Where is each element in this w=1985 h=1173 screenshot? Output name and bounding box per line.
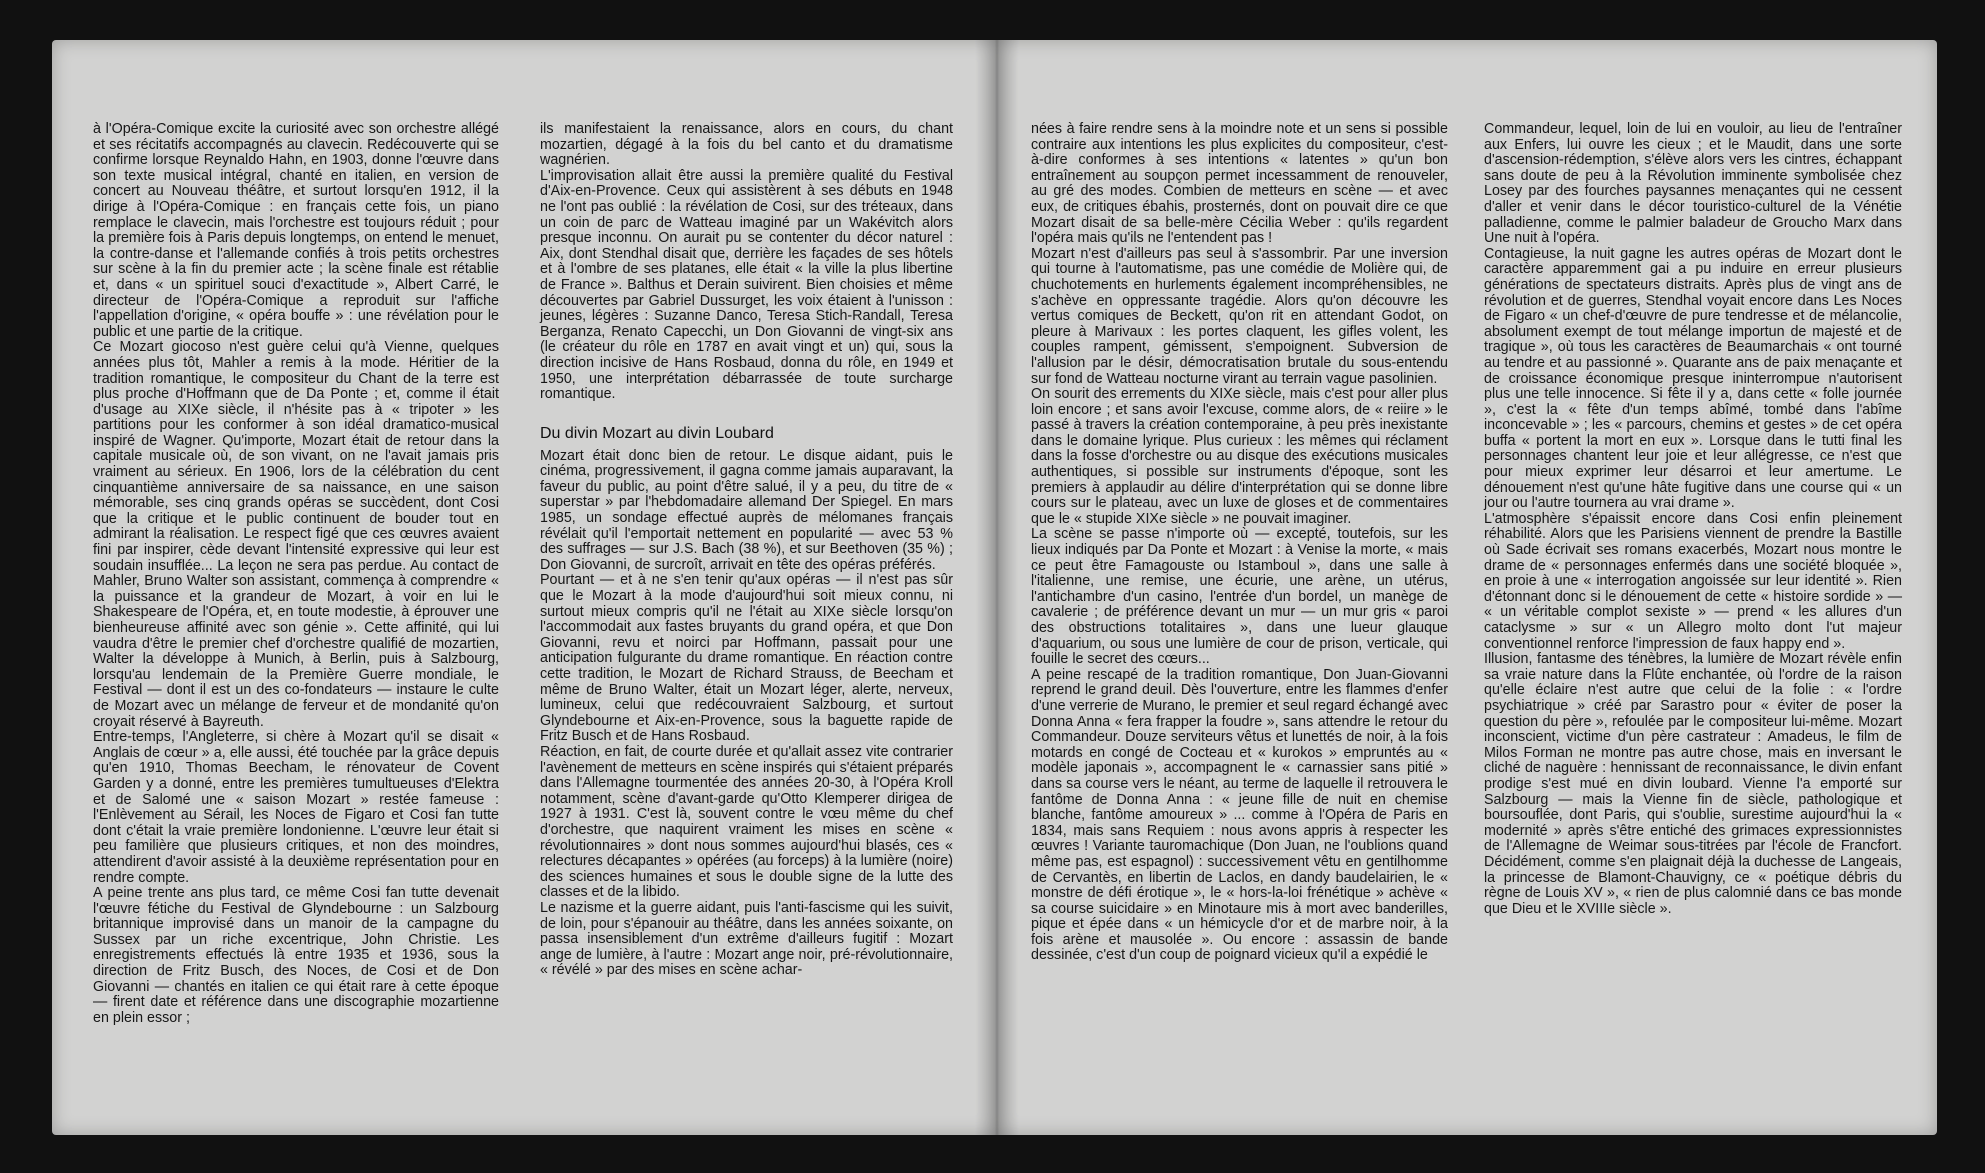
paragraph: Commandeur, lequel, loin de lui en vouloir, au lieu de l'entraîner aux Enfers, lui ouvre les cieux ; et le Maudit, dans une sorte d'ascension-rédemption, s'élève alors vers les cintres, échappant sans doute de peu à la Révolution imminente symbolisée chez Losey par des fourches paysannes menaçantes qui ne cessent d'aller et venir dans le décor touristico-culturel de la Vénétie palladienne, comme le palmier baladeur de Groucho Marx dans Une nuit à l'opéra. [1484, 121, 1902, 247]
paragraph: L'atmosphère s'épaissit encore dans Cosi enfin pleinement réhabilité. Alors que les Parisiens viennent de prendre la Bastille où Sade écrivait ses romans exacerbés, Mozart nous montre le drame de « personnages enfermés dans une société bloquée », en proie à une « interrogation angoissée sur leur identité ». Rien d'étonnant donc si le dénouement de cette « histoire sordide » — « un véritable complot sexiste » — prend « les allures d'un cataclysme » sur « un Allegro molto dont l'ut majeur conventionnel renforce l'impression de faux happy end ». [1484, 510, 1902, 652]
paragraph: Illusion, fantasme des ténèbres, la lumière de Mozart révèle enfin sa vraie nature dans la Flûte enchantée, où l'ordre de la raison qu'elle éclaire n'est autre que celui de la folie : « l'ordre psychiatrique » créé par Sarastro pour « éviter de poser la question du père », refoulée par le compositeur lui-même. Mozart inconscient, victime d'un père castrateur : Amadeus, le film de Milos Forman ne montre pas autre chose, mais en inversant le cliché de naguère : hennissant de reconnaissance, le divin enfant prodige s'est mué en divin loubard. Vienne l'a emporté sur Salzbourg — mais la Vienne fin de siècle, pathologique et boursouflée, dont Paris, qui s'oublie, surestime aujourd'hui la « modernité » après s'être entiché des grimaces expressionnistes de l'Allemagne de Weimar sous-titrées par l'école de Francfort. Décidément, comme s'en plaignait déjà la duchesse de Langeais, la princesse de Blamont-Chauvigny, ce « poétique débris du règne de Louis XV », « rien de plus calomnié dans ce bas monde que Dieu et le XVIIIe siècle ». [1484, 651, 1902, 917]
paragraph: A peine rescapé de la tradition romantique, Don Juan-Giovanni reprend le grand deuil. Dès l'ouverture, entre les flammes d'enfer d'une verrerie de Murano, le premier et seul regard échangé avec Donna Anna « fera frapper la foudre », sans attendre le retour du Commandeur. Douze serviteurs vêtus et lunettés de noir, à la fois motards en congé de Cocteau et « kurokos » empruntés au « modèle japonais », accompagnent le « carnassier sans pitié » dans sa course vers le néant, au terme de laquelle il retrouvera le fantôme de Donna Anna : « jeune fille de nuit en chemise blanche, fantôme amoureux » ... comme à l'Opéra de Paris en 1834, mais sans Requiem : nous avons appris à respecter les œuvres ! Variante tauromachique (Don Juan, ne l'oublions quand même pas, est espagnol) : successivement vêtu en gentilhomme de Cervantès, en libertin de Laclos, en dandy baudelairien, le « monstre de défi érotique », le « hors-la-loi frénétique » achève « sa course suicidaire » en Minotaure mis à mort avec banderilles, pique et épée dans « un hémicycle d'or et de marbre noir, à la fois arène et mausolée ». Ou encore : assassin de bande dessinée, c'est d'un coup de poignard vicieux qu'il a expédié le [1031, 666, 1448, 964]
paragraph: On sourit des errements du XIXe siècle, mais c'est pour aller plus loin encore ; et sans avoir l'excuse, comme alors, de « reiire » le passé à travers la création contemporaine, à peu près inexistante dans le domaine lyrique. Plus curieux : les mêmes qui réclament dans la fosse d'orchestre ou au disque des exécutions musicales authentiques, si possible sur instruments d'époque, sont les premiers à applaudir au délire d'interprétation qui se donne libre cours sur le plateau, avec un luxe de gloses et de commentaires que le « stupide XIXe siècle » ne pouvait imaginer. [1031, 386, 1448, 527]
column-2 [540, 122, 953, 979]
paragraph: Pourtant — et à ne s'en tenir qu'aux opéras — il n'est pas sûr que le Mozart à la mode d'aujourd'hui soit mieux connu, ni surtout mieux compris qu'il ne l'était au XIXe siècle lorsqu'on l'accommodait aux fastes bruyants du grand opéra, et que Don Giovanni, revu et noirci par Hoffmann, passait pour une anticipation fulgurante du drame romantique. En réaction contre cette tradition, le Mozart de Richard Strauss, de Beecham et même de Bruno Walter, était un Mozart léger, alerte, nerveux, lumineux, celui que redécouvraient Salzbourg, et surtout Glyndebourne et Aix-en-Provence, sous la baguette rapide de Fritz Busch et de Hans Rosbaud. [540, 572, 953, 745]
paragraph: Le nazisme et la guerre aidant, puis l'anti-fascisme qui les suivit, de loin, pour s'épanouir au théâtre, dans les années soixante, on passa insensiblement d'un extrême d'ailleurs fugitif : Mozart ange de lumière, à l'autre : Mozart ange noir, pré-révolutionnaire, « révélé » par des mises en scène achar- [540, 899, 953, 979]
paragraph: à l'Opéra-Comique excite la curiosité avec son orchestre allégé et ses récitatifs accompagnés au clavecin. Redécouverte qui se confirme lorsque Reynaldo Hahn, en 1903, donne l'œuvre dans son texte musical intégral, chanté en italien, en version de concert au Nouveau théâtre, et surtout lorsqu'en 1912, il la dirige à l'Opéra-Comique : en français cette fois, un piano remplace le clavecin, mais l'orchestre est toujours réduit ; pour la première fois à Paris depuis longtemps, on entend le menuet, la contre-danse et l'allemande confiés à trois petits orchestres sur scène à la fin du premier acte ; la scène finale est rétablie et, dans « un spirituel souci d'exactitude », Albert Carré, le directeur de l'Opéra-Comique a reproduit sur l'affiche l'appellation d'origine, « opéra bouffe » : une révélation pour le public et une partie de la critique. [93, 121, 499, 340]
paragraph: Mozart était donc bien de retour. Le disque aidant, puis le cinéma, progressivement, il gagna comme jamais auparavant, la faveur du public, au point d'être salué, il y a peu, du titre de « superstar » par l'hebdomadaire allemand Der Spiegel. En mars 1985, un sondage effectué auprès de mélomanes français révélait qu'il l'emportait nettement en popularité — avec 53 % des suffrages — sur J.S. Bach (38 %), et sur Beethoven (35 %) ; Don Giovanni, de surcroît, arrivait en tête des opéras préférés. [540, 447, 953, 573]
paragraph: Mozart n'est d'ailleurs pas seul à s'assombrir. Par une inversion qui tourne à l'automatisme, pas une comédie de Molière qui, de chuchotements en hurlements également incompréhensibles, ne s'achève en oppressante tragédie. Alors qu'on découvre les vertus comiques de Beckett, qu'on rit en attendant Godot, on pleure à Marivaux : les portes claquent, les gifles volent, les couples rampent, gémissent, s'empoignent. Subversion de l'allusion par le désir, démocratisation brutale du sous-entendu sur fond de Watteau nocturne virant au terrain vague pasolinien. [1031, 245, 1448, 387]
paragraph: Contagieuse, la nuit gagne les autres opéras de Mozart dont le caractère apparemment gai a pu induire en erreur plusieurs générations de spectateurs distraits. Après plus de vingt ans de révolution et de guerres, Stendhal voyait encore dans Les Noces de Figaro « un chef-d'œuvre de pure tendresse et de mélancolie, absolument exempt de tout mélange importun de majesté et de tragique », où tous les caractères de Beaumarchais « ont tourné au tendre et au passionné ». Quarante ans de paix menaçante et de croissance économique presque ininterrompue n'autorisent plus une telle innocence. Si fête il y a, dans cette « folle journée », c'est la « fête d'un temps abîmé, tombé dans l'abîme inconcevable » ; les « parcours, chemins et gestes » de cet opéra buffa « portent la mort en eux ». Lorsque dans le tutti final les personnages chantent leur joie et leur allégresse, ce n'est que pour mieux exprimer leur désarroi et leur amertume. Le dénouement n'est qu'une hâte fugitive dans une course qui « un jour ou l'autre tournera au vrai drame ». [1484, 245, 1902, 512]
paragraph: A peine trente ans plus tard, ce même Cosi fan tutte devenait l'œuvre fétiche du Festival de Glyndebourne : un Salzbourg britannique improvisé dans un manoir de la campagne du Sussex par un riche excentrique, John Christie. Les enregistrements effectués là entre 1935 et 1936, sous la direction de Fritz Busch, des Noces, de Cosi et de Don Giovanni — chantés en italien ce qui était rare à cette époque — firent date et référence dans une discographie mozartienne en plein essor ; [93, 885, 499, 1026]
column-3 [1031, 122, 1448, 964]
paragraph: Entre-temps, l'Angleterre, si chère à Mozart qu'il se disait « Anglais de cœur » a, elle aussi, été touchée par la grâce depuis qu'en 1910, Thomas Beecham, le rénovateur de Covent Garden y a donné, entre les premières tumultueuses d'Elektra et de Salomé une « saison Mozart » restée fameuse : l'Enlèvement au Sérail, les Noces de Figaro et Cosi fan tutte dont c'était la vraie première londonienne. L'œuvre leur était si peu familière que plusieurs critiques, et non des moindres, attendirent d'avoir assisté à la deuxième représentation pour en rendre compte. [93, 729, 499, 886]
column-1 [93, 122, 499, 1026]
paragraph: La scène se passe n'importe où — excepté, toutefois, sur les lieux indiqués par Da Ponte et Mozart : à Venise la morte, « mais ce peut être Famagouste ou Istamboul », dans une salle à l'italienne, une remise, une écurie, une arène, un utérus, l'antichambre d'un casino, l'entrée d'un bordel, un manège de cavalerie ; de préférence devant un mur — un mur gris « paroi des obstructions totalitaires », dans une lueur glauque d'aquarium, ou sous une lumière de cour de prison, verticale, qui fouille le secret des cœurs... [1031, 526, 1448, 668]
section-spacer [540, 403, 953, 425]
column-4 [1484, 122, 1902, 917]
paragraph: L'improvisation allait être aussi la première qualité du Festival d'Aix-en-Provence. Ceux qui assistèrent à ses débuts en 1948 ne l'ont pas oublié : la révélation de Cosi, sur des tréteaux, dans un coin de parc de Watteau imaginé par un Wakévitch alors presque inconnu. On aurait pu se contenter du décor naturel : Aix, dont Stendhal disait que, derrière les façades de ses hôtels et à l'ombre de ses platanes, elle était « la ville la plus libertine de France ». Balthus et Derain suivirent. Bien choisies et même découvertes par Gabriel Dussurget, les voix étaient à l'unisson : jeunes, légères : Suzanne Danco, Teresa Stich-Randall, Teresa Berganza, Renato Capecchi, un Don Giovanni de vingt-six ans (le créateur du rôle en 1787 en avait vingt et un) qui, sous la direction incisive de Hans Rosbaud, donna du rôle, en 1949 et 1950, une interprétation débarrassée de toute surcharge romantique. [540, 167, 953, 403]
paragraph: Ce Mozart giocoso n'est guère celui qu'à Vienne, quelques années plus tôt, Mahler a remis à la mode. Héritier de la tradition romantique, le compositeur du Chant de la terre est plus proche d'Hoffmann que de Da Ponte ; et, comme il était d'usage au XIXe siècle, il n'hésite pas à « tripoter » les partitions pour les conformer à son idéal dramatico-musical inspiré de Wagner. Qu'importe, Mozart était de retour dans la capitale musicale où, de son vivant, on ne l'avait jamais pris vraiment au sérieux. En 1906, lors de la célébration du cent cinquantième anniversaire de sa naissance, en une saison mémorable, ses cinq grands opéras se succèdent, dont Cosi que la critique et le public continuent de bouder tout en admirant la réalisation. Le respect figé que ces œuvres avaient fini par inspirer, cède devant l'intensité expressive qui leur est soudain insufflée... La leçon ne sera pas perdue. Au contact de Mahler, Bruno Walter son assistant, commença à comprendre « la puissance et la grandeur de Mozart, à voir en lui le Shakespeare de l'Opéra, et, en toute modestie, à éprouver une bienheureuse affinité avec son génie ». Cette affinité, qui lui vaudra d'être le premier chef d'orchestre qualifié de mozartien, Walter la développe à Munich, à Berlin, puis à Salzbourg, lorsqu'au lendemain de la Première Guerre mondiale, le Festival — dont il est un des co-fondateurs — instaure le culte de Mozart avec un mélange de ferveur et de mondanité qu'on croyait réservé à Bayreuth. [93, 339, 499, 730]
paragraph: nées à faire rendre sens à la moindre note et un sens si possible contraire aux intentions les plus explicites du compositeur, c'est-à-dire conformes à ses intentions « latentes » qu'un bon entraînement au soupçon permet incessamment de renouveler, au gré des modes. Combien de metteurs en scène — et avec eux, de critiques ébahis, prosternés, dont on pouvait dire ce que Mozart disait de sa belle-mère Cécilia Weber : qu'ils regardent l'opéra mais qu'ils ne l'entendent pas ! [1031, 121, 1448, 247]
paragraph: Réaction, en fait, de courte durée et qu'allait assez vite contrarier l'avènement de metteurs en scène inspirés qui s'étaient préparés dans l'Allemagne tourmentée des années 20-30, à l'Opéra Kroll notamment, scène d'avant-garde qu'Otto Klemperer dirigea de 1927 à 1931. C'est là, souvent contre le vœu même du chef d'orchestre, que naquirent vraiment les mises en scène « révolutionnaires » dont nous sommes aujourd'hui blasés, ces « relectures décapantes » opérées (au forceps) à la lumière (noire) des sciences humaines et sous le double signe de la lutte des classes et de la libido. [540, 743, 953, 901]
paragraph: ils manifestaient la renaissance, alors en cours, du chant mozartien, dégagé à la fois du bel canto et du dramatisme wagnérien. [540, 121, 953, 169]
section-heading: Du divin Mozart au divin Loubard [540, 424, 774, 442]
